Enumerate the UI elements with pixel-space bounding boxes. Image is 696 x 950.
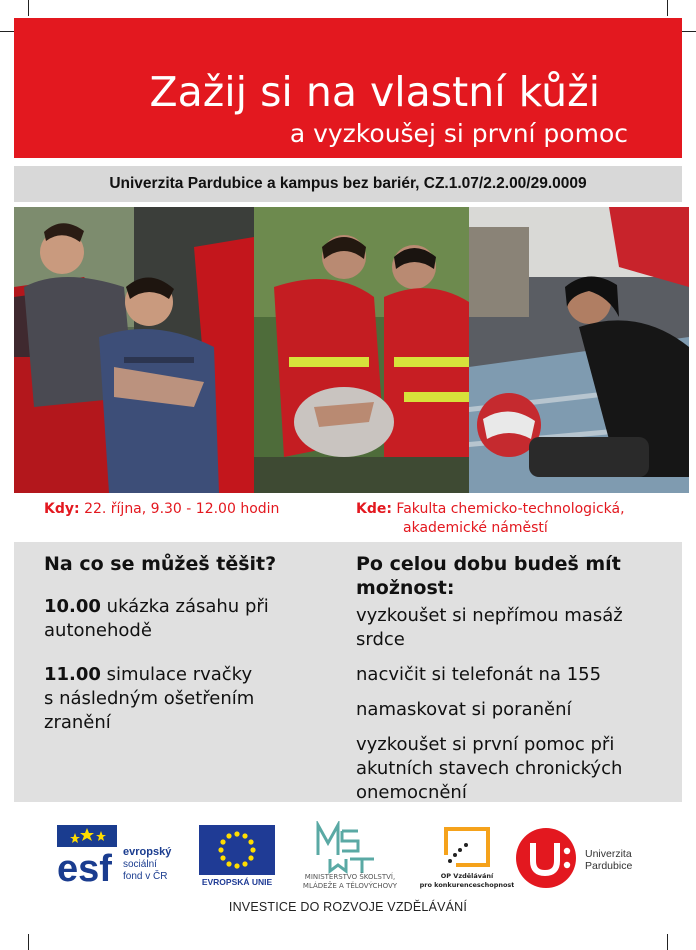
upce-line-2: Pardubice (585, 860, 633, 872)
activity-text: nacvičit si telefonát na 155 (356, 664, 602, 685)
program-time: 11.00 (44, 664, 101, 685)
op-vzdelavani-logo (420, 825, 514, 895)
eu-caption: EVROPSKÁ UNIE (201, 877, 273, 887)
activity-item (356, 733, 666, 805)
program-item (44, 663, 314, 735)
crop-mark (667, 934, 668, 950)
title-banner (14, 18, 682, 158)
activity-text: akutních stavech chronických (356, 758, 623, 779)
poster-title: Zažij si na vlastní kůži (149, 68, 600, 116)
activity-item (356, 698, 666, 722)
photo-paramedics-cpr (254, 207, 469, 493)
op-line-2: pro konkurenceschopnost (420, 881, 514, 889)
activity-item (356, 663, 666, 687)
program-panel (14, 542, 682, 802)
photo-motorcyclist-first-aid (469, 207, 689, 493)
activity-text: srdce (356, 629, 405, 650)
crop-mark (28, 0, 29, 16)
eu-flag-logo (197, 825, 279, 887)
univerzita-pardubice-logo (515, 827, 655, 891)
upce-line-1: Univerzita (585, 848, 632, 860)
investment-tagline: INVESTICE DO ROZVOJE VZDĚLÁVÁNÍ (228, 900, 468, 914)
where-value-2: akademické náměstí (403, 520, 548, 536)
esf-logo (57, 825, 192, 885)
crop-mark (667, 0, 668, 16)
event-where (356, 500, 625, 538)
activity-text: vyzkoušet si první pomoc při (356, 734, 615, 755)
project-bar (14, 166, 682, 202)
activity-item (356, 604, 666, 652)
event-when (44, 500, 279, 519)
when-label: Kdy: (44, 501, 80, 517)
crop-mark (0, 31, 14, 32)
program-text: ukázka zásahu při (100, 596, 269, 617)
crop-mark (28, 934, 29, 950)
msmt-line-2: MLÁDEŽE A TĚLOVÝCHOVY (302, 882, 398, 890)
poster-subtitle: a vyzkoušej si první pomoc (289, 119, 628, 148)
activities-column (356, 552, 666, 805)
activities-heading-line: možnost: (356, 577, 455, 599)
sponsor-logos (0, 815, 696, 925)
esf-line-1: evropský (123, 846, 172, 858)
activity-text: onemocnění (356, 782, 467, 803)
program-item (44, 595, 314, 643)
where-label: Kde: (356, 501, 392, 517)
program-text: s následným ošetřením (44, 688, 255, 709)
photo-car-accident-rescue (14, 207, 254, 493)
program-heading: Na co se můžeš těšit? (44, 553, 277, 575)
activity-text: vyzkoušet si nepřímou masáž (356, 605, 623, 626)
photo-strip (14, 207, 689, 493)
msmt-line-1: MINISTERSTVO ŠKOLSTVÍ, (304, 873, 396, 881)
crop-mark (682, 31, 696, 32)
program-text: simulace rvačky (100, 664, 253, 685)
activities-heading (356, 552, 666, 600)
project-text: Univerzita Pardubice a kampus bez bariér, CZ.1.07/2.2.00/29.0009 (109, 175, 587, 192)
program-column (44, 552, 314, 735)
program-text: zranění (44, 712, 111, 733)
activities-heading-line: Po celou dobu budeš mít (356, 553, 621, 575)
when-value: 22. října, 9.30 - 12.00 hodin (84, 501, 280, 517)
where-value-1: Fakulta chemicko-technologická, (396, 501, 625, 517)
msmt-logo (284, 821, 416, 891)
op-line-1: OP Vzdělávání (440, 872, 494, 880)
esf-line-2: sociální (123, 859, 157, 870)
program-time: 10.00 (44, 596, 101, 617)
program-text: autonehodě (44, 620, 152, 641)
activity-text: namaskovat si poranění (356, 699, 572, 720)
esf-line-3: fond v ČR (123, 871, 168, 882)
esf-letters: esf (57, 848, 112, 885)
